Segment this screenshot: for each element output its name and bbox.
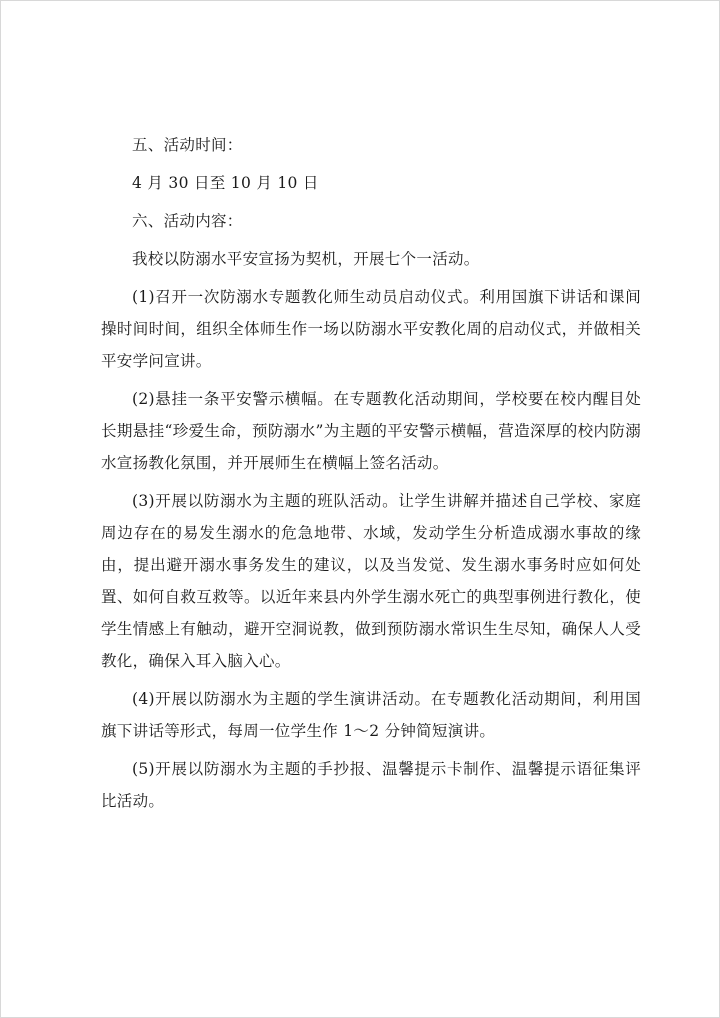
- activity-date-range: 4 月 30 日至 10 月 10 日: [132, 174, 319, 192]
- section-heading-activity-content: 六、活动内容：: [132, 212, 243, 230]
- intro-paragraph: 我校以防溺水平安宣扬为契机，开展七个一活动。: [132, 250, 480, 268]
- item-3-paragraph: (3)开展以防溺水为主题的班队活动。让学生讲解并描述自己学校、家庭周边存在的易发生溺水的危急地带、水域，发动学生分析造成溺水事故的缘由，提出避开溺水事务发生的建议，以及当发觉、发生溺水事务时应如何处置、如何自救互救等。以近年来县内外学生溺水死亡的典型事例进行教化，使学生情感上有触动，避开空洞说教，做到预防溺水常识生生尽知，确保人人受教化，确保入耳入脑入心。: [101, 492, 641, 670]
- section-heading-activity-time: 五、活动时间：: [132, 136, 243, 154]
- item-4-paragraph: (4)开展以防溺水为主题的学生演讲活动。在专题教化活动期间，利用国旗下讲话等形式，每周一位学生作 1～2 分钟简短演讲。: [101, 690, 641, 740]
- item-2-paragraph: (2)悬挂一条平安警示横幅。在专题教化活动期间，学校要在校内醒目处长期悬挂“珍爱生命，预防溺水”为主题的平安警示横幅，营造深厚的校内防溺水宣扬教化氛围，并开展师生在横幅上签名活动。: [101, 390, 641, 472]
- document-body: [101, 129, 641, 817]
- item-5-paragraph: (5)开展以防溺水为主题的手抄报、温馨提示卡制作、温馨提示语征集评比活动。: [101, 760, 641, 810]
- item-1-paragraph: (1)召开一次防溺水专题教化师生动员启动仪式。利用国旗下讲话和课间操时间时间，组织全体师生作一场以防溺水平安教化周的启动仪式，并做相关平安学问宣讲。: [101, 288, 641, 370]
